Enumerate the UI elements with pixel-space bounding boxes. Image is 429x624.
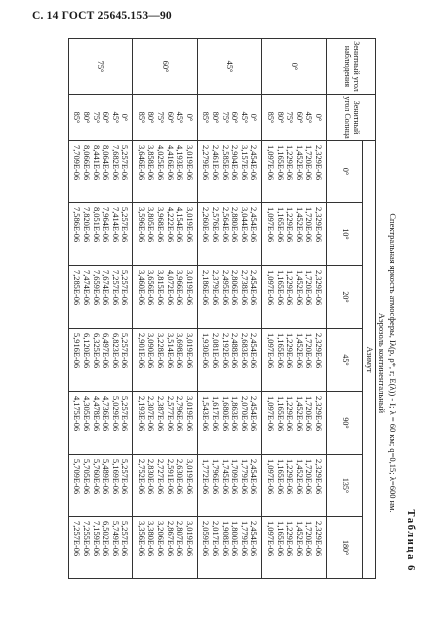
value-cell — [262, 392, 327, 455]
sun-angle-value: 75° — [91, 111, 101, 124]
radiance-value: 2,307E-06 — [146, 396, 156, 432]
radiance-value: 2,683E-06 — [239, 333, 249, 369]
radiance-value: 4,478E-06 — [91, 396, 101, 432]
radiance-value: 4,154E-06 — [175, 207, 185, 243]
value-cell — [133, 517, 198, 579]
radiance-value: 3,968E-06 — [156, 207, 166, 243]
sun-angle-value: 80° — [81, 111, 91, 124]
sun-angle-value: 75° — [220, 111, 230, 124]
radiance-value: 3,596E-06 — [136, 207, 146, 243]
azimuth-col-header: 10° — [327, 203, 363, 266]
sun-angle-cell — [133, 95, 198, 141]
azimuth-col-header: 90° — [327, 392, 363, 455]
sun-angle-value: 80° — [146, 111, 156, 124]
radiance-value: 2,454E-06 — [249, 270, 259, 306]
radiance-value: 1,452E-06 — [294, 145, 304, 181]
radiance-value: 5,257E-06 — [120, 521, 130, 557]
radiance-value: 3,019E-06 — [184, 145, 194, 181]
radiance-value: 1,720E-06 — [304, 521, 314, 557]
sun-angle-value: 80° — [275, 111, 285, 124]
value-cell — [197, 392, 262, 455]
sun-angle-cell — [68, 95, 133, 141]
radiance-value: 3,698E-06 — [175, 333, 185, 369]
sun-angle-value: 85° — [266, 111, 276, 124]
radiance-value: 3,656E-06 — [146, 270, 156, 306]
radiance-value: 2,329E-06 — [314, 207, 323, 243]
radiance-value: 2,901E-06 — [136, 333, 146, 369]
radiance-value: 8,051E-06 — [91, 207, 101, 243]
radiance-value: 7,659E-06 — [91, 270, 101, 306]
radiance-value: 1,617E-06 — [211, 396, 221, 432]
radiance-value: 6,497E-06 — [101, 333, 111, 369]
radiance-value: 7,255E-06 — [81, 521, 91, 557]
radiance-value: 1,097E-06 — [266, 207, 276, 243]
radiance-value: 1,745E-06 — [220, 459, 230, 495]
value-cell — [133, 203, 198, 266]
radiance-value: 2,461E-06 — [211, 145, 221, 181]
radiance-value: 1,452E-06 — [294, 207, 304, 243]
radiance-value: 2,454E-06 — [249, 333, 259, 369]
radiance-value: 8,441E-06 — [91, 145, 101, 181]
sun-angle-value: 0° — [120, 113, 130, 122]
sun-angle-value: 85° — [136, 111, 146, 124]
radiance-value: 2,564E-06 — [220, 207, 230, 243]
value-cell — [68, 266, 133, 329]
radiance-value: 5,169E-06 — [110, 459, 120, 495]
radiance-value: 3,019E-06 — [184, 521, 194, 557]
radiance-value: 1,097E-06 — [266, 270, 276, 306]
value-cell — [133, 266, 198, 329]
sun-angle-value: 0° — [314, 113, 323, 122]
radiance-value: 1,097E-06 — [266, 145, 276, 181]
value-cell — [197, 517, 262, 579]
value-cell — [133, 392, 198, 455]
value-cell — [68, 392, 133, 455]
radiance-value: 3,019E-06 — [184, 270, 194, 306]
table-label: Таблица 6 — [405, 509, 416, 572]
radiance-value: 1,097E-06 — [266, 521, 276, 557]
radiance-value: 4,416E-06 — [165, 145, 175, 181]
sun-angle-value: 60° — [230, 111, 240, 124]
radiance-value: 2,070E-06 — [239, 396, 249, 432]
radiance-value: 1,229E-06 — [285, 270, 295, 306]
radiance-value: 2,630E-06 — [175, 459, 185, 495]
radiance-value: 2,454E-06 — [249, 521, 259, 557]
radiance-value: 2,279E-06 — [201, 145, 211, 181]
radiance-value: 4,193E-06 — [175, 145, 185, 181]
value-cell — [133, 455, 198, 517]
rotated-table-block — [26, 38, 416, 578]
azimuth-header: Азимут — [363, 141, 376, 579]
radiance-value: 4,025E-06 — [156, 145, 166, 181]
table-row — [262, 39, 327, 579]
value-cell — [197, 203, 262, 266]
radiance-value: 5,257E-06 — [120, 207, 130, 243]
radiance-value: 1,229E-06 — [285, 459, 295, 495]
table-row — [68, 39, 133, 579]
value-cell — [197, 329, 262, 392]
sun-angle-value: 75° — [285, 111, 295, 124]
col-header-sun-angle: Зенитный угол Солнца — [327, 95, 376, 141]
sun-angle-value: 0° — [249, 113, 259, 122]
azimuth-col-header: 20° — [327, 266, 363, 329]
value-cell — [68, 329, 133, 392]
radiance-value: 7,586E-06 — [72, 207, 82, 243]
col-header-obs-angle: Зенитный угол наблюдения — [327, 39, 376, 95]
radiance-value: 1,452E-06 — [294, 521, 304, 557]
value-cell — [197, 266, 262, 329]
radiance-value: 4,305E-06 — [81, 396, 91, 432]
radiance-value: 3,206E-06 — [156, 521, 166, 557]
radiance-value: 1,709E-06 — [230, 459, 240, 495]
obs-angle-cell: 45° — [197, 39, 262, 95]
radiance-value: 3,019E-06 — [184, 396, 194, 432]
sun-angle-value: 0° — [184, 113, 194, 122]
radiance-value: 1,229E-06 — [285, 207, 295, 243]
radiance-value: 6,325E-06 — [91, 333, 101, 369]
radiance-value: 5,749E-06 — [110, 521, 120, 557]
radiance-value: 3,858E-06 — [146, 145, 156, 181]
radiance-value: 1,908E-06 — [220, 521, 230, 557]
radiance-value: 2,752E-06 — [136, 459, 146, 495]
radiance-value: 2,186E-06 — [201, 270, 211, 306]
radiance-value: 2,329E-06 — [314, 333, 323, 369]
radiance-value: 5,257E-06 — [120, 459, 130, 495]
radiance-value: 7,257E-06 — [72, 521, 82, 557]
radiance-value: 2,807E-06 — [175, 521, 185, 557]
radiance-value: 5,760E-06 — [91, 459, 101, 495]
radiance-value: 1,720E-06 — [304, 333, 314, 369]
sun-angle-value: 45° — [304, 111, 314, 124]
sun-angle-value: 45° — [110, 111, 120, 124]
value-cell — [133, 141, 198, 203]
radiance-value: 5,489E-06 — [101, 459, 111, 495]
obs-angle-cell: 0° — [262, 39, 327, 95]
value-cell — [197, 455, 262, 517]
sun-angle-cell — [262, 95, 327, 141]
radiance-value: 5,709E-06 — [72, 459, 82, 495]
radiance-value: 5,916E-06 — [72, 333, 82, 369]
radiance-value: 1,720E-06 — [304, 270, 314, 306]
radiance-value: 5,257E-06 — [120, 396, 130, 432]
radiance-value: 3,044E-06 — [239, 207, 249, 243]
azimuth-col-header: 45° — [327, 329, 363, 392]
value-cell — [68, 517, 133, 579]
radiance-value: 2,260E-06 — [201, 207, 211, 243]
radiance-value: 3,815E-06 — [156, 270, 166, 306]
radiance-value: 8,064E-06 — [101, 145, 111, 181]
radiance-value: 2,059E-06 — [201, 521, 211, 557]
radiance-value: 1,452E-06 — [294, 459, 304, 495]
radiance-value: 5,257E-06 — [120, 333, 130, 369]
value-cell — [262, 203, 327, 266]
radiance-value: 3,019E-06 — [184, 333, 194, 369]
radiance-value: 3,356E-06 — [136, 521, 146, 557]
radiance-value: 7,285E-06 — [72, 270, 82, 306]
radiance-value: 1,543E-06 — [201, 396, 211, 432]
radiance-value: 5,029E-06 — [110, 396, 120, 432]
radiance-value: 2,379E-06 — [211, 270, 221, 306]
radiance-value: 3,019E-06 — [184, 207, 194, 243]
radiance-value: 3,019E-06 — [184, 459, 194, 495]
radiance-value: 1,930E-06 — [201, 333, 211, 369]
obs-angle-cell: 75° — [68, 39, 133, 95]
radiance-value: 1,720E-06 — [304, 396, 314, 432]
radiance-value: 2,738E-06 — [239, 270, 249, 306]
value-cell — [68, 455, 133, 517]
radiance-value: 2,454E-06 — [249, 145, 259, 181]
table-row — [133, 39, 198, 579]
radiance-value: 7,820E-06 — [81, 207, 91, 243]
radiance-value: 1,720E-06 — [304, 459, 314, 495]
value-cell — [197, 141, 262, 203]
radiance-value: 2,329E-06 — [314, 145, 323, 181]
radiance-value: 2,488E-06 — [230, 333, 240, 369]
radiance-value: 5,257E-06 — [120, 145, 130, 181]
radiance-value: 2,454E-06 — [249, 396, 259, 432]
radiance-value: 1,452E-06 — [294, 333, 304, 369]
sun-angle-value: 45° — [239, 111, 249, 124]
obs-angle-cell: 60° — [133, 39, 198, 95]
radiance-value: 1,165E-06 — [275, 333, 285, 369]
radiance-value: 2,585E-06 — [220, 145, 230, 181]
radiance-value: 1,165E-06 — [275, 521, 285, 557]
radiance-value: 1,165E-06 — [275, 396, 285, 432]
radiance-value: 3,805E-06 — [146, 207, 156, 243]
radiance-value: 1,796E-06 — [211, 459, 221, 495]
radiance-value: 2,192E-06 — [220, 333, 230, 369]
sun-angle-value: 60° — [101, 111, 111, 124]
radiance-value: 4,736E-06 — [101, 396, 111, 432]
radiance-value: 2,329E-06 — [314, 270, 323, 306]
radiance-value: 2,454E-06 — [249, 207, 259, 243]
table-caption: Спектральная яркость атмосферы, Iλ(р, ρ*, r; E(λ)) - I; λ = 60 км; q=0,15; λ=600 нм. — [388, 213, 398, 513]
azimuth-col-header: 0° — [327, 141, 363, 203]
sun-angle-cell — [197, 95, 262, 141]
value-cell — [262, 455, 327, 517]
value-cell — [262, 266, 327, 329]
radiance-value: 7,709E-06 — [72, 145, 82, 181]
radiance-value: 5,257E-06 — [120, 270, 130, 306]
radiance-value: 2,796E-06 — [175, 396, 185, 432]
azimuth-col-header: 180° — [327, 517, 363, 579]
radiance-value: 1,452E-06 — [294, 396, 304, 432]
radiance-value: 1,097E-06 — [266, 333, 276, 369]
radiance-value: 7,414E-06 — [110, 207, 120, 243]
radiance-value: 4,175E-06 — [72, 396, 82, 432]
sun-angle-value: 85° — [201, 111, 211, 124]
radiance-value: 7,257E-06 — [110, 270, 120, 306]
sun-angle-value: 75° — [156, 111, 166, 124]
azimuth-col-header: 135° — [327, 455, 363, 517]
value-cell — [133, 329, 198, 392]
table-subcaption: Аэрозоль континентальный — [377, 312, 387, 414]
radiance-value: 1,863E-06 — [230, 396, 240, 432]
radiance-value: 4,222E-06 — [165, 207, 175, 243]
radiance-value: 1,097E-06 — [266, 459, 276, 495]
radiance-value: 6,502E-06 — [101, 521, 111, 557]
radiance-value: 2,454E-06 — [249, 459, 259, 495]
radiance-value: 1,165E-06 — [275, 270, 285, 306]
value-cell — [262, 141, 327, 203]
page-header: С. 14 ГОСТ 25645.153—90 — [32, 10, 172, 22]
radiance-value: 2,081E-06 — [211, 333, 221, 369]
radiance-value: 2,017E-06 — [211, 521, 221, 557]
radiance-value: 3,646E-06 — [136, 145, 146, 181]
radiance-value: 2,495E-06 — [220, 270, 230, 306]
value-cell — [262, 517, 327, 579]
radiance-value: 7,674E-06 — [101, 270, 111, 306]
radiance-value: 5,705E-06 — [81, 459, 91, 495]
radiance-value: 1,779E-06 — [239, 459, 249, 495]
table-row — [197, 39, 262, 579]
value-cell — [68, 141, 133, 203]
radiance-value: 7,474E-06 — [81, 270, 91, 306]
value-cell — [68, 203, 133, 266]
radiance-value: 7,964E-06 — [101, 207, 111, 243]
sun-angle-value: 80° — [211, 111, 221, 124]
radiance-value: 3,514E-06 — [165, 333, 175, 369]
radiance-value: 1,229E-06 — [285, 396, 295, 432]
radiance-value: 2,880E-06 — [230, 207, 240, 243]
radiance-value: 1,165E-06 — [275, 459, 285, 495]
radiance-value: 1,229E-06 — [285, 521, 295, 557]
radiance-value: 3,380E-06 — [146, 521, 156, 557]
radiance-value: 3,966E-06 — [175, 270, 185, 306]
radiance-value: 3,090E-06 — [146, 333, 156, 369]
sun-angle-value: 60° — [294, 111, 304, 124]
radiance-value: 2,576E-06 — [211, 207, 221, 243]
radiance-value: 4,072E-06 — [165, 270, 175, 306]
radiance-value: 2,329E-06 — [314, 396, 323, 432]
radiance-value: 2,387E-06 — [156, 396, 166, 432]
radiance-value: 1,720E-06 — [304, 145, 314, 181]
radiance-value: 7,159E-06 — [91, 521, 101, 557]
radiance-value: 2,591E-06 — [165, 459, 175, 495]
radiance-value: 1,452E-06 — [294, 270, 304, 306]
radiance-value: 2,867E-06 — [165, 521, 175, 557]
radiance-value: 1,097E-06 — [266, 396, 276, 432]
radiance-value: 1,779E-06 — [239, 521, 249, 557]
radiance-value: 2,904E-06 — [230, 145, 240, 181]
radiance-value: 1,165E-06 — [275, 207, 285, 243]
radiance-value: 2,329E-06 — [314, 521, 323, 557]
radiance-value: 2,577E-06 — [165, 396, 175, 432]
radiance-value: 2,193E-06 — [136, 396, 146, 432]
radiance-value: 3,460E-06 — [136, 270, 146, 306]
value-cell — [262, 329, 327, 392]
radiance-value: 1,165E-06 — [275, 145, 285, 181]
radiance-value: 6,823E-06 — [110, 333, 120, 369]
radiance-value: 1,229E-06 — [285, 333, 295, 369]
radiance-value: 2,727E-06 — [156, 459, 166, 495]
radiance-value: 1,772E-06 — [201, 459, 211, 495]
sun-angle-value: 85° — [72, 111, 82, 124]
radiance-value: 1,229E-06 — [285, 145, 295, 181]
radiance-value: 1,720E-06 — [304, 207, 314, 243]
radiance-value: 3,157E-06 — [239, 145, 249, 181]
radiance-value: 2,329E-06 — [314, 459, 323, 495]
radiance-value: 1,800E-06 — [230, 521, 240, 557]
radiance-table — [68, 38, 376, 579]
radiance-value: 3,228E-06 — [156, 333, 166, 369]
radiance-value: 8,066E-06 — [81, 145, 91, 181]
radiance-value: 6,120E-06 — [81, 333, 91, 369]
radiance-value: 2,830E-06 — [146, 459, 156, 495]
radiance-value: 2,806E-06 — [230, 270, 240, 306]
sun-angle-value: 60° — [165, 111, 175, 124]
radiance-value: 1,680E-06 — [220, 396, 230, 432]
sun-angle-value: 45° — [175, 111, 185, 124]
radiance-value: 7,682E-06 — [110, 145, 120, 181]
